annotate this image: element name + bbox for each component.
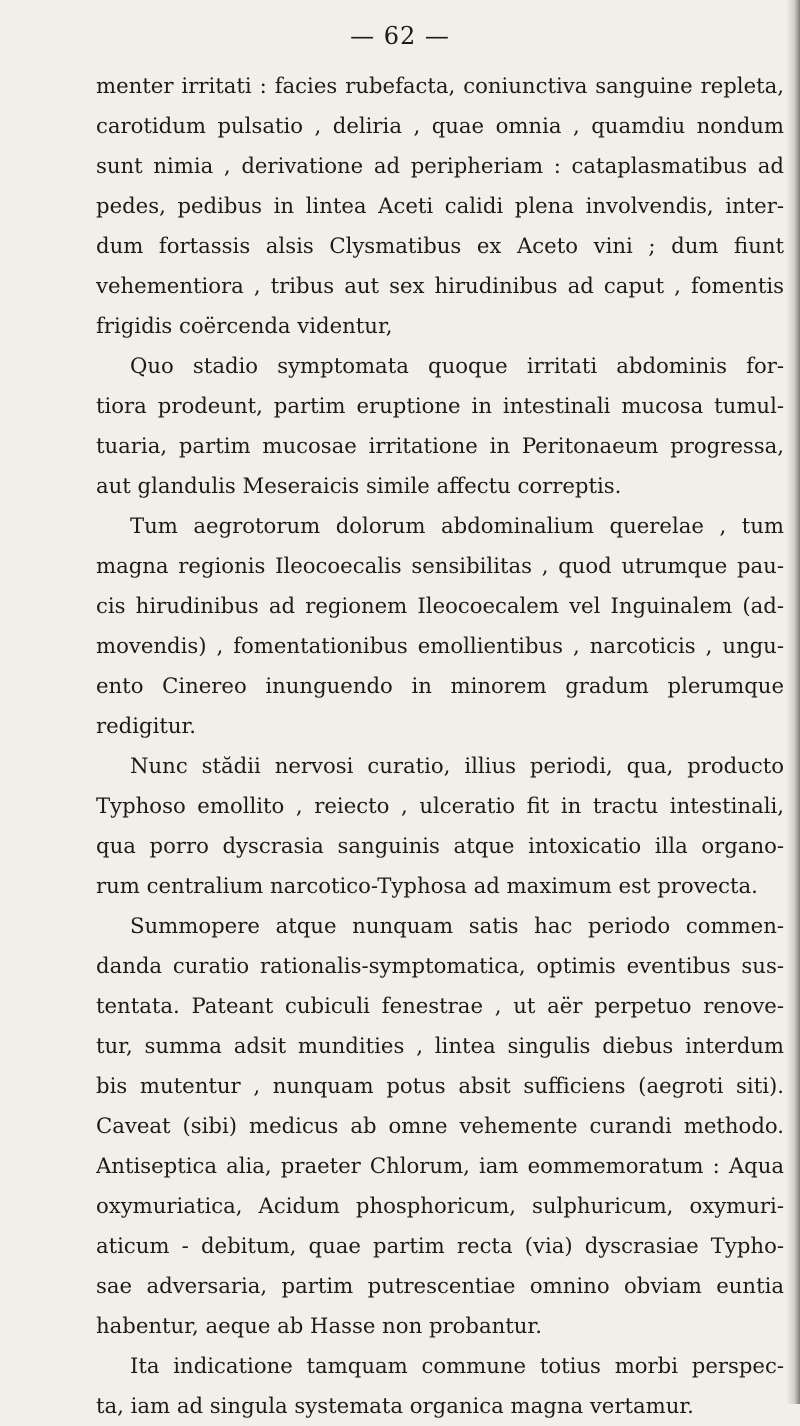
text-line: qua porro dyscrasia sanguinis atque intoxicatio illa organo- bbox=[96, 833, 784, 858]
text-line: Antiseptica alia, praeter Chlorum, iam eommemoratum : Aqua bbox=[96, 1153, 784, 1178]
text-line: menter irritati : facies rubefacta, coniunctiva sanguine repleta, bbox=[96, 73, 784, 98]
text-line: tur, summa adsit mundities , lintea singulis diebus interdum bbox=[96, 1033, 784, 1058]
page-edge-shadow bbox=[786, 0, 800, 1404]
text-line: tentata. Pateant cubiculi fenestrae , ut aër perpetuo renove- bbox=[96, 993, 784, 1018]
text-line: tuaria, partim mucosae irritatione in Peritonaeum progressa, bbox=[96, 433, 784, 458]
text-line: frigidis coërcenda videntur, bbox=[96, 313, 393, 338]
text-line: aut glandulis Meseraicis simile affectu correptis. bbox=[96, 473, 622, 498]
text-line: sunt nimia , derivatione ad peripheriam : cataplasmatibus ad bbox=[96, 153, 784, 178]
text-line: dum fortassis alsis Clysmatibus ex Aceto vini ; dum fiunt bbox=[96, 233, 784, 258]
text-line: ta, iam ad singula systemata organica magna vertamur. bbox=[96, 1393, 694, 1418]
text-line: Typhoso emollito , reiecto , ulceratio fit in tractu intestinali, bbox=[96, 793, 784, 818]
text-line: movendis) , fomentationibus emollientibus , narcoticis , ungu- bbox=[96, 633, 784, 658]
body-text bbox=[96, 66, 784, 1426]
text-line: sae adversaria, partim putrescentiae omnino obviam euntia bbox=[96, 1273, 784, 1298]
text-line: oxymuriatica, Acidum phosphoricum, sulphuricum, oxymuri- bbox=[96, 1193, 784, 1218]
text-line: rum centralium narcotico-Typhosa ad maximum est provecta. bbox=[96, 873, 758, 898]
text-line: vehementiora , tribus aut sex hirudinibus ad caput , fomentis bbox=[96, 273, 784, 298]
text-line: Tum aegrotorum dolorum abdominalium querelae , tum bbox=[130, 513, 784, 538]
text-line: bis mutentur , nunquam potus absit sufficiens (aegroti siti). bbox=[96, 1073, 784, 1098]
text-line: Quo stadio symptomata quoque irritati abdominis for- bbox=[130, 353, 784, 378]
text-line: cis hirudinibus ad regionem Ileocoecalem vel Inguinalem (ad- bbox=[96, 593, 784, 618]
text-line: danda curatio rationalis-symptomatica, optimis eventibus sus- bbox=[96, 953, 784, 978]
text-line: Ita indicatione tamquam commune totius morbi perspec- bbox=[130, 1353, 784, 1378]
text-line: redigitur. bbox=[96, 713, 197, 738]
text-line: tiora prodeunt, partim eruptione in intestinali mucosa tumul- bbox=[96, 393, 784, 418]
page-number: — 62 — bbox=[350, 22, 450, 50]
text-line: ento Cinereo inunguendo in minorem gradum plerumque bbox=[96, 673, 784, 698]
text-line: Summopere atque nunquam satis hac periodo commen- bbox=[130, 913, 784, 938]
text-line: magna regionis Ileocoecalis sensibilitas , quod utrumque pau- bbox=[96, 553, 784, 578]
text-line: pedes, pedibus in lintea Aceti calidi plena involvendis, inter- bbox=[96, 193, 784, 218]
text-line: aticum - debitum, quae partim recta (via) dyscrasiae Typho- bbox=[96, 1233, 784, 1258]
text-line: carotidum pulsatio , deliria , quae omnia , quamdiu nondum bbox=[96, 113, 784, 138]
text-line: Nunc stădii nervosi curatio, illius periodi, qua, producto bbox=[130, 753, 784, 778]
text-line: habentur, aeque ab Hasse non probantur. bbox=[96, 1313, 542, 1338]
text-line: Caveat (sibi) medicus ab omne vehemente curandi methodo. bbox=[96, 1113, 784, 1138]
